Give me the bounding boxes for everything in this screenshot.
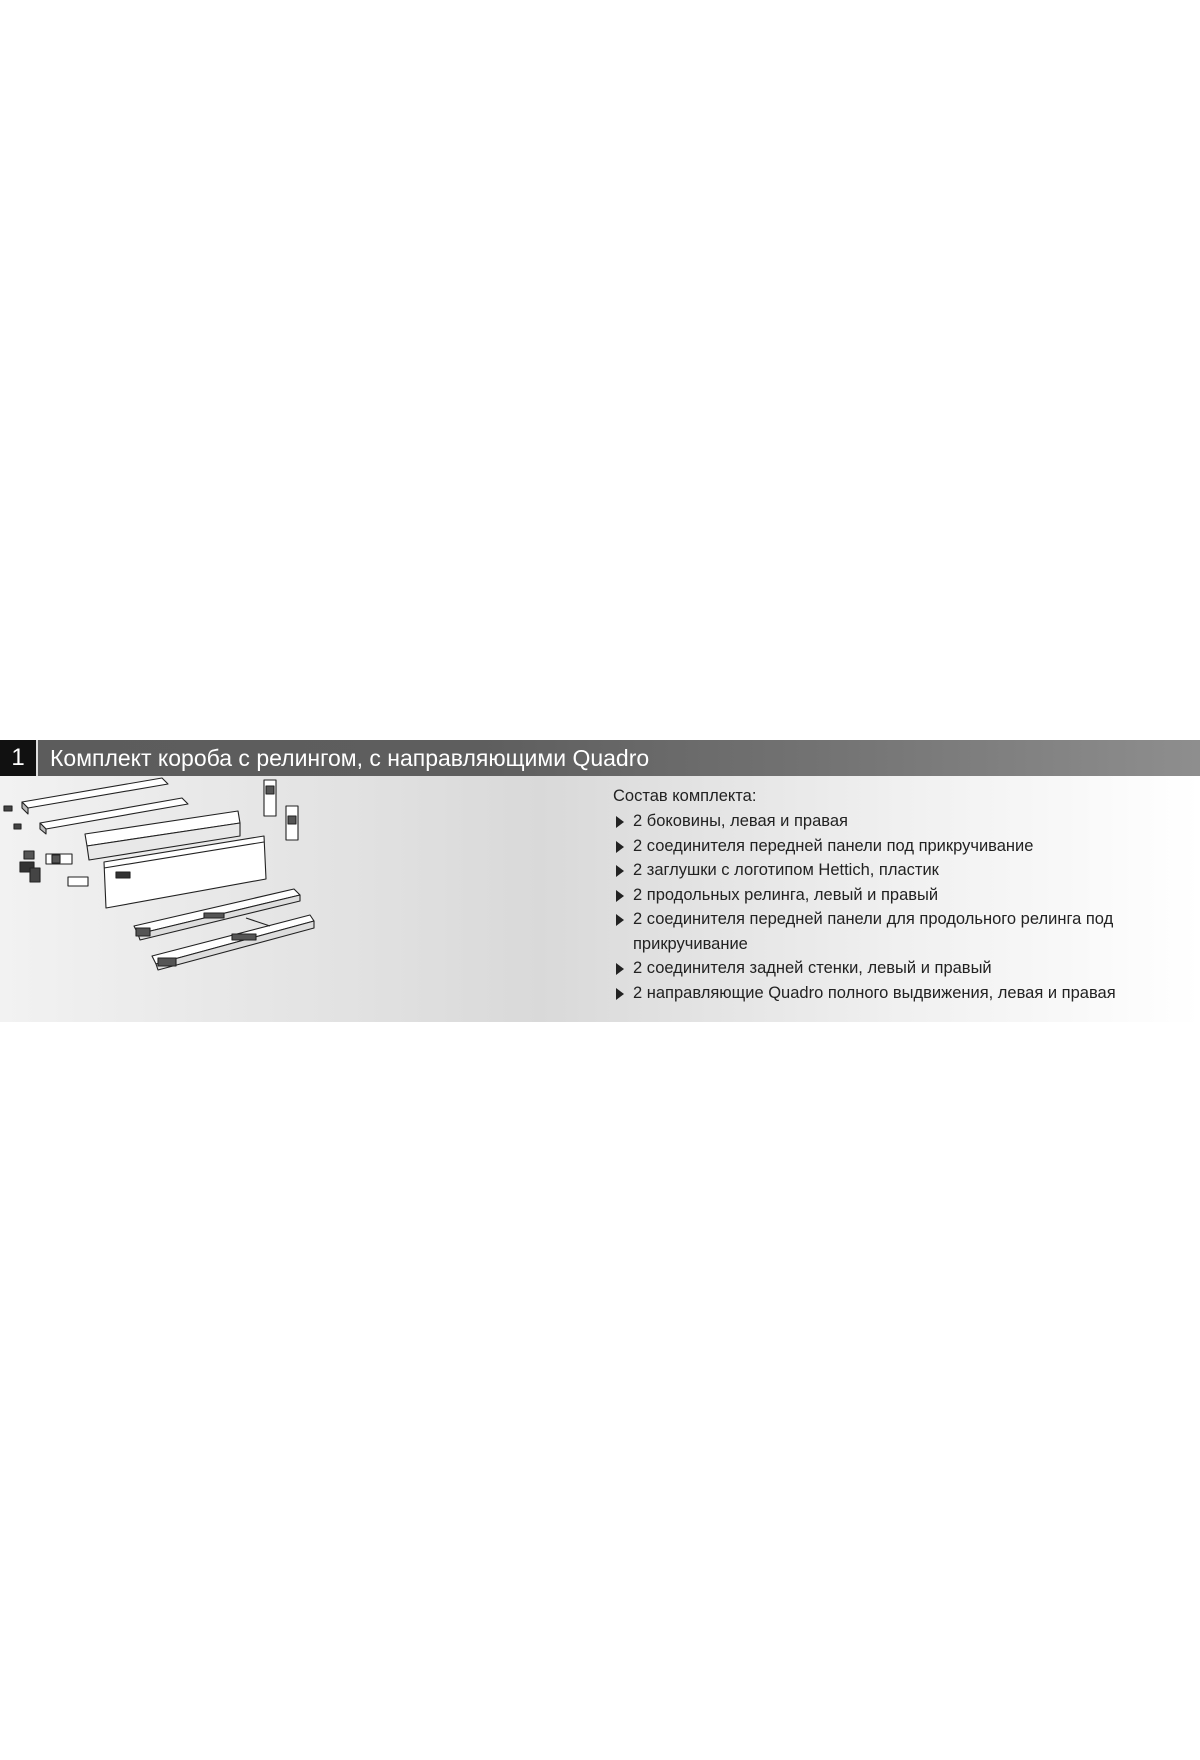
- section-title: Комплект короба с релингом, с направляющими Quadro: [50, 745, 650, 771]
- list-item: [613, 834, 1193, 859]
- triangle-bullet-icon: [616, 890, 624, 902]
- triangle-bullet-icon: [616, 816, 624, 828]
- list-item-text: 2 направляющие Quadro полного выдвижения, левая и правая: [633, 983, 1116, 1002]
- drawer-kit-illustration-icon: [0, 776, 330, 986]
- list-item: [613, 883, 1193, 908]
- triangle-bullet-icon: [616, 865, 624, 877]
- list-item: [613, 809, 1193, 834]
- section-header: [0, 740, 1200, 776]
- list-item-text: 2 соединителя задней стенки, левый и правый: [633, 959, 992, 977]
- list-item-text: 2 боковины, левая и правая: [633, 812, 848, 830]
- list-item: [613, 858, 1193, 883]
- triangle-bullet-icon: [616, 988, 624, 1000]
- section-number: 1: [0, 740, 38, 776]
- contents-list: [613, 809, 1193, 1005]
- triangle-bullet-icon: [616, 841, 624, 853]
- list-item: [613, 956, 1193, 981]
- list-item-text: 2 заглушки с логотипом Hettich, пластик: [633, 861, 939, 879]
- list-item: [613, 981, 1193, 1006]
- list-item: [613, 907, 1193, 956]
- contents-heading: Состав комплекта:: [613, 787, 757, 805]
- list-item-text: 2 соединителя передней панели для продольного релинга под прикручивание: [633, 910, 1114, 953]
- triangle-bullet-icon: [616, 963, 624, 975]
- list-item-text: 2 продольных релинга, левый и правый: [633, 885, 939, 904]
- kit-contents: [613, 784, 1193, 1005]
- list-item-text: 2 соединителя передней панели под прикручивание: [633, 836, 1034, 855]
- product-section: [0, 740, 1200, 1022]
- triangle-bullet-icon: [616, 914, 624, 926]
